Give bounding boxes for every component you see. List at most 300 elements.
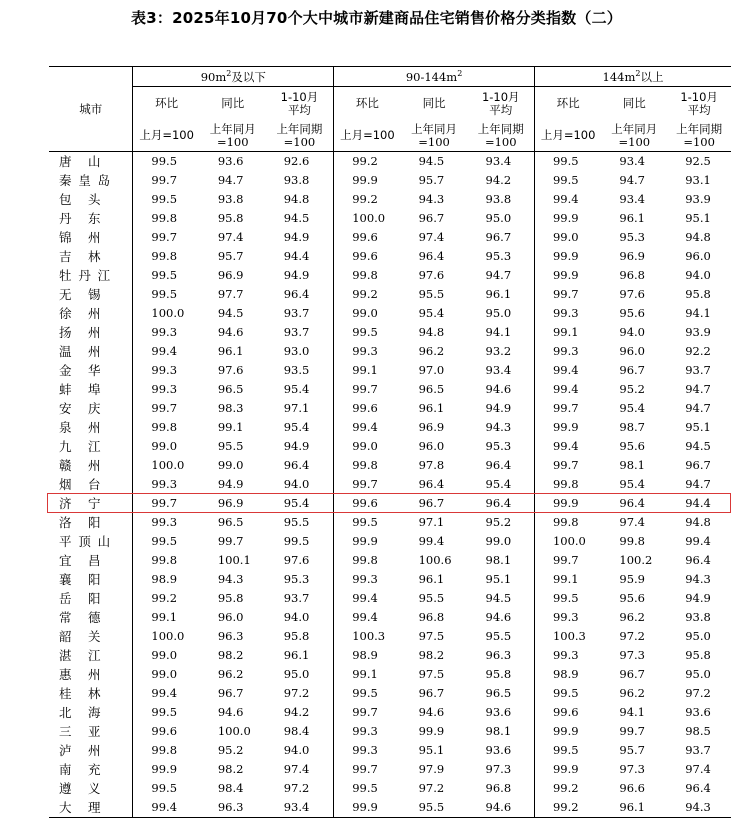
value-cell: 97.5 [418,629,445,643]
city-name: 扬 州 [59,325,101,340]
value-cell: 98.3 [217,401,244,415]
value-cell: 99.8 [534,475,601,494]
value-cell: 96.7 [685,458,711,472]
city-cell [49,760,133,779]
city-cell [49,437,133,456]
value-cell: 100.3 [534,627,601,646]
value-cell: 99.9 [334,798,401,818]
value-cell: 94.3 [217,572,244,586]
table-row [49,741,731,760]
value-cell: 96.5 [485,686,512,700]
value-cell: 94.3 [667,798,731,818]
value-cell: 97.4 [418,230,445,244]
value-cell: 97.1 [418,515,445,529]
base-header-line: 上月=100 [340,128,395,142]
sub-header-line: 1-10月 [481,89,520,104]
value-cell: 99.9 [534,266,601,285]
value-cell: 100.3 [334,627,401,646]
table-row [49,703,731,722]
value-cell: 96.5 [217,515,244,529]
value-cell: 94.5 [485,591,512,605]
value-cell: 100.0 [133,304,200,323]
value-cell: 99.4 [685,534,711,548]
value-cell: 93.4 [485,363,512,377]
value-cell: 99.4 [534,380,601,399]
group-header-medium: $90-144m^2$ [334,67,535,87]
value-cell: 94.9 [283,439,310,453]
value-cell: 99.8 [534,513,601,532]
value-cell: 96.4 [685,781,711,795]
value-cell: 94.5 [283,211,310,225]
value-cell: 95.5 [401,798,468,818]
table-row [49,779,731,798]
value-cell: 98.5 [685,724,711,738]
value-cell: 99.5 [334,779,401,798]
city-cell [49,247,133,266]
base-header-line: 上年同月 [209,121,256,136]
value-cell: 99.9 [534,722,601,741]
value-cell: 97.2 [418,781,445,795]
value-cell: 94.0 [283,743,310,757]
value-cell: 97.4 [619,515,645,529]
value-cell: 96.4 [418,477,445,491]
city-cell [49,190,133,209]
value-cell: 94.0 [619,325,645,339]
value-cell: 96.2 [619,686,645,700]
value-cell: 95.1 [685,211,711,225]
base-header [534,120,601,152]
value-cell: 96.7 [485,230,512,244]
group-header-small: $90m^2$及以下 [133,67,334,87]
value-cell: 95.4 [619,401,645,415]
city-name: 韶 关 [59,629,101,644]
value-cell: 95.0 [685,667,711,681]
city-name: 安 庆 [59,401,101,416]
sub-header-line: 环比 [556,96,580,110]
value-cell: 99.3 [534,342,601,361]
value-cell: 100.2 [619,553,653,567]
value-cell: 99.7 [534,456,601,475]
value-cell: 97.6 [619,287,645,301]
value-cell: 96.7 [418,211,445,225]
value-cell: 93.6 [217,154,244,168]
value-cell: 96.6 [619,781,645,795]
value-cell: 93.1 [685,173,711,187]
value-cell: 99.6 [334,228,401,247]
value-cell: 97.4 [217,230,244,244]
value-cell: 96.1 [619,211,645,225]
value-cell: 92.6 [283,154,310,168]
value-cell: 99.4 [534,437,601,456]
value-cell: 99.3 [133,513,200,532]
value-cell: 96.0 [619,344,645,358]
city-cell [49,646,133,665]
city-cell [49,741,133,760]
table-row [49,285,731,304]
sub-header [133,87,200,121]
value-cell: 94.7 [217,173,244,187]
value-cell: 98.4 [217,781,244,795]
sub-header-line: 同比 [221,96,245,110]
value-cell: 98.9 [334,646,401,665]
table-row [49,399,731,418]
value-cell: 94.8 [418,325,445,339]
base-header-line: 上年同期 [276,121,323,136]
value-cell: 94.5 [685,439,711,453]
value-cell: 96.1 [485,287,512,301]
value-cell: 99.5 [534,171,601,190]
city-cell [49,171,133,190]
base-header-line: =100 [683,134,715,149]
value-cell: 93.4 [485,154,512,168]
sub-header-line: 同比 [622,96,646,110]
value-cell: 95.7 [217,249,244,263]
group-header-large: $144m^2$以上 [534,67,731,87]
sub-header [601,87,667,121]
value-cell: 94.7 [485,268,512,282]
value-cell: 95.0 [485,306,512,320]
value-cell: 95.1 [418,743,445,757]
value-cell: 99.3 [334,570,401,589]
table-row [49,342,731,361]
value-cell: 96.7 [619,667,645,681]
value-cell: 99.2 [334,190,401,209]
value-cell: 96.4 [283,287,310,301]
value-cell: 97.2 [283,781,310,795]
value-cell: 99.8 [133,247,200,266]
value-cell: 97.2 [619,629,645,643]
value-cell: 98.9 [534,665,601,684]
city-cell [49,323,133,342]
value-cell: 94.1 [619,705,645,719]
value-cell: 95.4 [485,477,512,491]
value-cell: 93.8 [485,192,512,206]
city-cell [49,361,133,380]
city-cell [49,703,133,722]
value-cell: 95.2 [485,515,512,529]
city-cell [49,475,133,494]
table-row [49,589,731,608]
value-cell: 96.3 [200,798,266,818]
value-cell: 94.4 [283,249,310,263]
value-cell: 94.1 [685,306,711,320]
value-cell: 99.0 [217,458,244,472]
base-header-line: 上年同期 [477,121,524,136]
value-cell: 96.7 [418,686,445,700]
value-cell: 97.0 [418,363,445,377]
value-cell: 99.5 [334,513,401,532]
value-cell: 99.7 [619,724,645,738]
value-cell: 95.2 [619,382,645,396]
value-cell: 99.8 [619,534,645,548]
city-cell [49,798,133,818]
city-cell [49,342,133,361]
value-cell: 96.4 [619,496,645,510]
value-cell: 97.6 [217,363,244,377]
value-cell: 97.2 [283,686,310,700]
value-cell: 98.1 [619,458,645,472]
value-cell: 94.6 [468,798,535,818]
city-cell [49,551,133,570]
value-cell: 99.7 [334,760,401,779]
base-header [601,120,667,152]
city-cell [49,513,133,532]
value-cell: 99.4 [334,589,401,608]
base-header-line: 上月=100 [540,128,596,142]
value-cell: 94.8 [685,515,711,529]
value-cell: 100.0 [534,532,601,551]
value-cell: 100.0 [334,209,401,228]
value-cell: 99.3 [534,608,601,627]
value-cell: 94.2 [485,173,512,187]
table-row [49,418,731,437]
table-row [49,380,731,399]
value-cell: 99.7 [534,399,601,418]
value-cell: 95.0 [685,629,711,643]
value-cell: 97.5 [418,667,445,681]
value-cell: 99.9 [334,171,401,190]
value-cell: 99.5 [133,285,200,304]
value-cell: 95.3 [619,230,645,244]
value-cell: 99.5 [133,532,200,551]
city-name: 秦 皇 岛 [59,173,111,188]
sub-header [667,87,731,121]
value-cell: 99.5 [534,684,601,703]
value-cell: 99.6 [133,722,200,741]
value-cell: 99.1 [217,420,244,434]
value-cell: 99.7 [133,228,200,247]
value-cell: 96.2 [217,667,244,681]
sub-header-line: 1-10月 [680,89,718,104]
value-cell: 94.0 [283,610,310,624]
value-cell: 97.6 [418,268,445,282]
value-cell: 99.9 [534,760,601,779]
value-cell: 99.9 [418,724,445,738]
value-cell: 95.6 [619,306,645,320]
value-cell: 99.7 [534,285,601,304]
value-cell: 97.4 [685,762,711,776]
value-cell: 94.9 [685,591,711,605]
value-cell: 96.9 [418,420,445,434]
value-cell: 94.6 [418,705,445,719]
value-cell: 99.7 [334,475,401,494]
value-cell: 95.3 [283,572,310,586]
value-cell: 99.5 [133,779,200,798]
value-cell: 94.0 [685,268,711,282]
city-name: 包 头 [59,192,101,207]
city-cell [49,456,133,475]
city-cell [49,627,133,646]
value-cell: 97.2 [685,686,711,700]
value-cell: 94.3 [418,192,445,206]
table-row [49,722,731,741]
table-row [49,323,731,342]
value-cell: 96.9 [217,496,244,510]
base-header [133,120,200,152]
table-row [49,190,731,209]
value-cell: 96.1 [283,648,310,662]
base-header [200,120,266,152]
value-cell: 99.3 [133,380,200,399]
table-row [49,665,731,684]
city-name: 蚌 埠 [59,382,101,397]
value-cell: 96.1 [601,798,667,818]
page-title: 表3：2025年10月70个大中城市新建商品住宅销售价格分类指数（二） [131,9,622,27]
table-row [49,494,731,513]
value-cell: 99.8 [133,209,200,228]
value-cell: 96.3 [485,648,512,662]
value-cell: 99.4 [133,342,200,361]
value-cell: 96.5 [418,382,445,396]
value-cell: 94.3 [685,572,711,586]
value-cell: 97.9 [418,762,445,776]
value-cell: 95.5 [283,515,310,529]
value-cell: 95.5 [485,629,512,643]
city-name: 桂 林 [59,686,101,701]
value-cell: 99.5 [283,534,310,548]
value-cell: 99.7 [334,380,401,399]
value-cell: 94.9 [485,401,512,415]
value-cell: 99.2 [334,285,401,304]
value-cell: 95.5 [217,439,244,453]
value-cell: 100.1 [217,553,251,567]
value-cell: 99.8 [133,551,200,570]
value-cell: 93.8 [217,192,244,206]
city-cell [49,494,133,513]
value-cell: 99.7 [133,171,200,190]
value-cell: 99.4 [534,190,601,209]
value-cell: 94.6 [217,705,244,719]
value-cell: 95.4 [283,382,310,396]
value-cell: 99.9 [534,209,601,228]
value-cell: 99.0 [133,646,200,665]
sub-header-line: 平均 [489,102,513,117]
value-cell: 93.8 [283,173,310,187]
value-cell: 95.1 [685,420,711,434]
value-cell: 95.3 [485,249,512,263]
value-cell: 99.2 [133,589,200,608]
value-cell: 99.3 [534,304,601,323]
value-cell: 96.1 [418,572,445,586]
value-cell: 96.7 [418,496,445,510]
value-cell: 99.3 [334,722,401,741]
base-header-line: =100 [484,134,517,149]
value-cell: 94.5 [217,306,244,320]
value-cell: 94.7 [685,477,711,491]
value-cell: 94.5 [418,154,445,168]
value-cell: 99.6 [334,399,401,418]
city-name: 烟 台 [59,477,101,492]
value-cell: 93.7 [283,325,310,339]
value-cell: 99.5 [334,684,401,703]
city-name: 湛 江 [59,648,101,663]
city-name: 温 州 [59,344,101,359]
table-row [49,437,731,456]
value-cell: 98.2 [418,648,445,662]
city-name: 泉 州 [59,420,101,435]
value-cell: 99.3 [534,646,601,665]
value-cell: 99.5 [334,323,401,342]
city-name: 唐 山 [59,154,101,169]
sub-header [200,87,266,121]
value-cell: 97.7 [217,287,244,301]
base-header [266,120,334,152]
value-cell: 94.7 [685,401,711,415]
table-row [49,171,731,190]
table-row [49,456,731,475]
base-header-line: =100 [216,134,249,149]
value-cell: 100.6 [418,553,452,567]
value-cell: 97.1 [283,401,310,415]
value-cell: 99.2 [534,798,601,818]
value-cell: 93.7 [283,306,310,320]
city-cell [49,665,133,684]
value-cell: 99.3 [334,741,401,760]
value-cell: 99.5 [534,741,601,760]
value-cell: 99.8 [133,418,200,437]
value-cell: 99.5 [534,589,601,608]
base-header-line: =100 [283,134,316,149]
table-row [49,684,731,703]
value-cell: 97.4 [283,762,310,776]
value-cell: 93.4 [619,154,645,168]
value-cell: 95.4 [283,496,310,510]
value-cell: 99.6 [334,494,401,513]
sub-header-line: 平均 [287,102,311,117]
value-cell: 99.9 [534,247,601,266]
value-cell: 94.9 [283,268,310,282]
city-cell [49,570,133,589]
value-cell: 99.1 [334,665,401,684]
value-cell: 100.0 [133,627,200,646]
value-cell: 95.4 [619,477,645,491]
value-cell: 95.5 [418,591,445,605]
value-cell: 93.7 [283,591,310,605]
value-cell: 99.4 [334,418,401,437]
base-header-line: 上年同月 [611,121,658,136]
value-cell: 93.2 [485,344,512,358]
table-row [49,513,731,532]
city-cell [49,722,133,741]
table-row [49,152,731,172]
table-row [49,361,731,380]
city-name: 无 锡 [59,287,101,302]
sub-header-line: 环比 [155,96,179,110]
table-row [49,228,731,247]
value-cell: 94.4 [685,496,711,510]
value-cell: 95.7 [619,743,645,757]
value-cell: 99.5 [534,152,601,172]
value-cell: 99.2 [334,152,401,172]
table-row [49,304,731,323]
sub-header [534,87,601,121]
value-cell: 96.4 [418,249,445,263]
value-cell: 96.8 [485,781,512,795]
value-cell: 96.0 [217,610,244,624]
value-cell: 96.4 [283,458,310,472]
value-cell: 93.6 [485,743,512,757]
value-cell: 99.8 [334,266,401,285]
value-cell: 99.3 [334,342,401,361]
city-cell [49,779,133,798]
table-row [49,475,731,494]
city-name: 平 顶 山 [59,534,111,549]
value-cell: 95.6 [619,591,645,605]
city-name: 锦 州 [59,230,101,245]
value-cell: 99.0 [334,304,401,323]
city-cell [49,589,133,608]
value-cell: 99.5 [133,266,200,285]
